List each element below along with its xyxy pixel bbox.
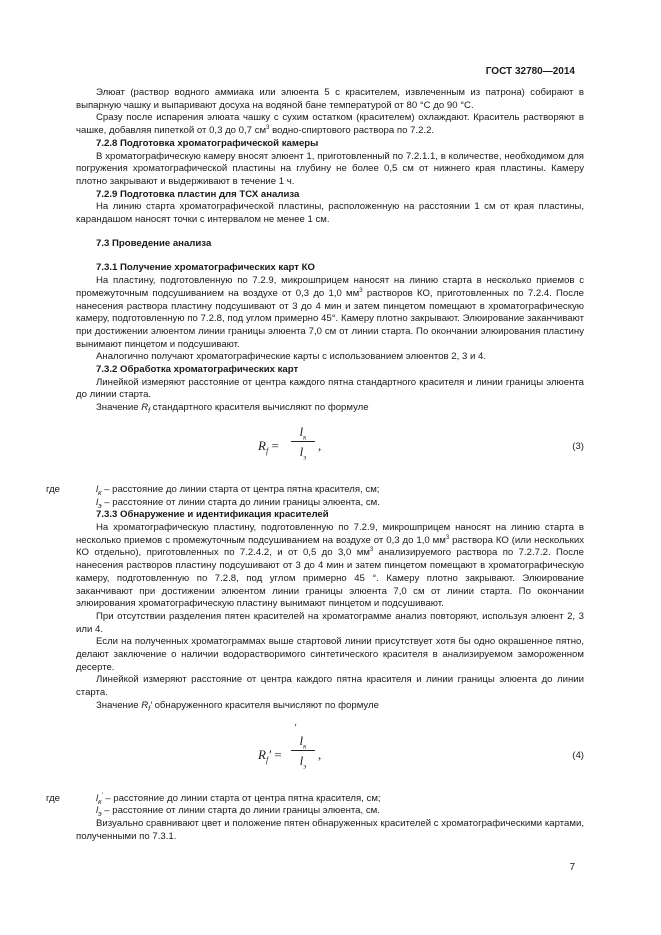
equation-number: (3): [572, 440, 584, 452]
standard-number: ГОСТ 32780—2014: [485, 66, 575, 77]
section-heading: 7.2.8 Подготовка хроматографической камеры: [96, 137, 319, 149]
formula-3: $R_f$ = $l_к$ $l_э$ , (3): [258, 423, 584, 462]
paragraph: На пластину, подготовленную по 7.2.9, микрошприцем наносят на линию старта в несколько приемов с промежуточным подсушиванием на воздухе от 0,3 до 1,0 $мм^3$ растворов КО, приготовленных по 7.2.4. После нанесения раствора пластину подсушивают от 3 до 4 мин и затем пинцетом помещают в хроматографическую камеру, подготовленную по 7.2.8, под углом примерно 45°. Камеру плотно закрывают. Элюирование заканчивают при достижении элюентом линии границы элюента 7,0 см от линии старта. По окончании элюирования пластину вынимают пинцетом и подсушивают.: [76, 275, 585, 350]
paragraph: Элюат (раствор водного аммиака или элюента 5 с красителем, извлеченным из патрона) собирают в выпарную чашку и выпаривают досуха на водяной бане температурой от 80 °С до 90 °С.: [76, 87, 584, 111]
where-item: где $l_к'$ – расстояние до линии старта от центра пятна красителя, см;: [46, 792, 381, 806]
where-item: где $l_к$ – расстояние до линии старта от центра пятна красителя, см;: [46, 483, 380, 497]
paragraph: Значение $R_f$ стандартного красителя вычисляют по формуле: [96, 402, 369, 416]
section-heading: 7.3 Проведение анализа: [96, 237, 212, 249]
paragraph: Аналогично получают хроматографические карты с использованием элюентов 2, 3 и 4.: [96, 351, 486, 363]
paragraph: На линию старта хроматографической пластины, расположенную на расстоянии 1 см от края пластины, карандашом наносят точки с интервалом не менее 1 см.: [76, 201, 584, 226]
page-number: 7: [569, 862, 575, 873]
where-item: $l_э$ – расстояние от линии старта до линии границы элюента, см.: [96, 496, 380, 510]
section-heading: 7.3.1 Получение хроматографических карт КО: [96, 262, 315, 274]
body-text: [46, 87, 585, 843]
section-heading: 7.3.2 Обработка хроматографических карт: [96, 364, 299, 376]
paragraph: Сразу после испарения элюата чашку с сухим остатком (красителем) охлаждают. Краситель растворяют в чашке, добавляя пипеткой от 0,3 до 0,7 $см^3$ водно-спиртового раствора по 7.2.2.: [76, 112, 584, 137]
paragraph: На хроматографическую пластину, подготовленную по 7.2.9, микрошприцем наносят на линию старта в несколько приемов с промежуточным подсушиванием на воздухе от 0,3 до 1,0 $мм^3$ раствора КО (или нескольких КО отдельно), приготовленных по 7.2.4.2, и от 0,5 до 3,0 $мм^3$ анализируемого раствора по 7.2.7.2. После нанесения растворов пластину подсушивают от 3 до 4 мин и затем пинцетом помещают в хроматографическую камеру, подготовленную по 7.2.8, под углом примерно 45 °. Камеру плотно закрывают. Элюирование заканчивают при достижении элюентом линии границы элюента 7,0 см от линии старта. По окончании элюирования хроматографическую пластину вынимают пинцетом и подсушивают.: [76, 521, 584, 610]
paragraph: Если на полученных хроматограммах выше стартовой линии присутствует хотя бы одно окрашенное пятно, делают заключение о наличии водорастворимого синтетического красителя в анализируемом замороженном десерте.: [76, 636, 584, 673]
where-item: $l_э$ – расстояние от линии старта до линии границы элюента, см.: [96, 805, 380, 819]
paragraph: В хроматографическую камеру вносят элюент 1, приготовленный по 7.2.1.1, в количестве, необходимом для погружения хроматографической пластины на глубину не более 0,5 см от нижнего края пластины. Камеру плотно закрывают и выдерживают в течение 1 ч.: [76, 150, 584, 187]
formula-4: $R_f'$ = ′ $l_к$ $l_э$ , (4): [258, 722, 584, 771]
equation-number: (4): [572, 749, 584, 761]
paragraph: Визуально сравнивают цвет и положение пятен обнаруженных красителей с хроматографическими картами, полученными по 7.3.1.: [76, 817, 584, 842]
paragraph: Линейкой измеряют расстояние от центра каждого пятна красителя и линии границы элюента до линии старта.: [76, 674, 584, 699]
paragraph: Значение $R_f'$ обнаруженного красителя вычисляют по формуле: [96, 699, 379, 713]
paragraph: При отсутствии разделения пятен красителей на хроматограмме анализ повторяют, используя элюент 2, 3 или 4.: [76, 610, 584, 635]
section-heading: 7.2.9 Подготовка пластин для ТСХ анализа: [96, 188, 300, 200]
paragraph: Линейкой измеряют расстояние от центра каждого пятна стандартного красителя и линии границы элюента до линии старта.: [76, 376, 584, 401]
section-heading: 7.3.3 Обнаружение и идентификация красителей: [96, 509, 329, 521]
